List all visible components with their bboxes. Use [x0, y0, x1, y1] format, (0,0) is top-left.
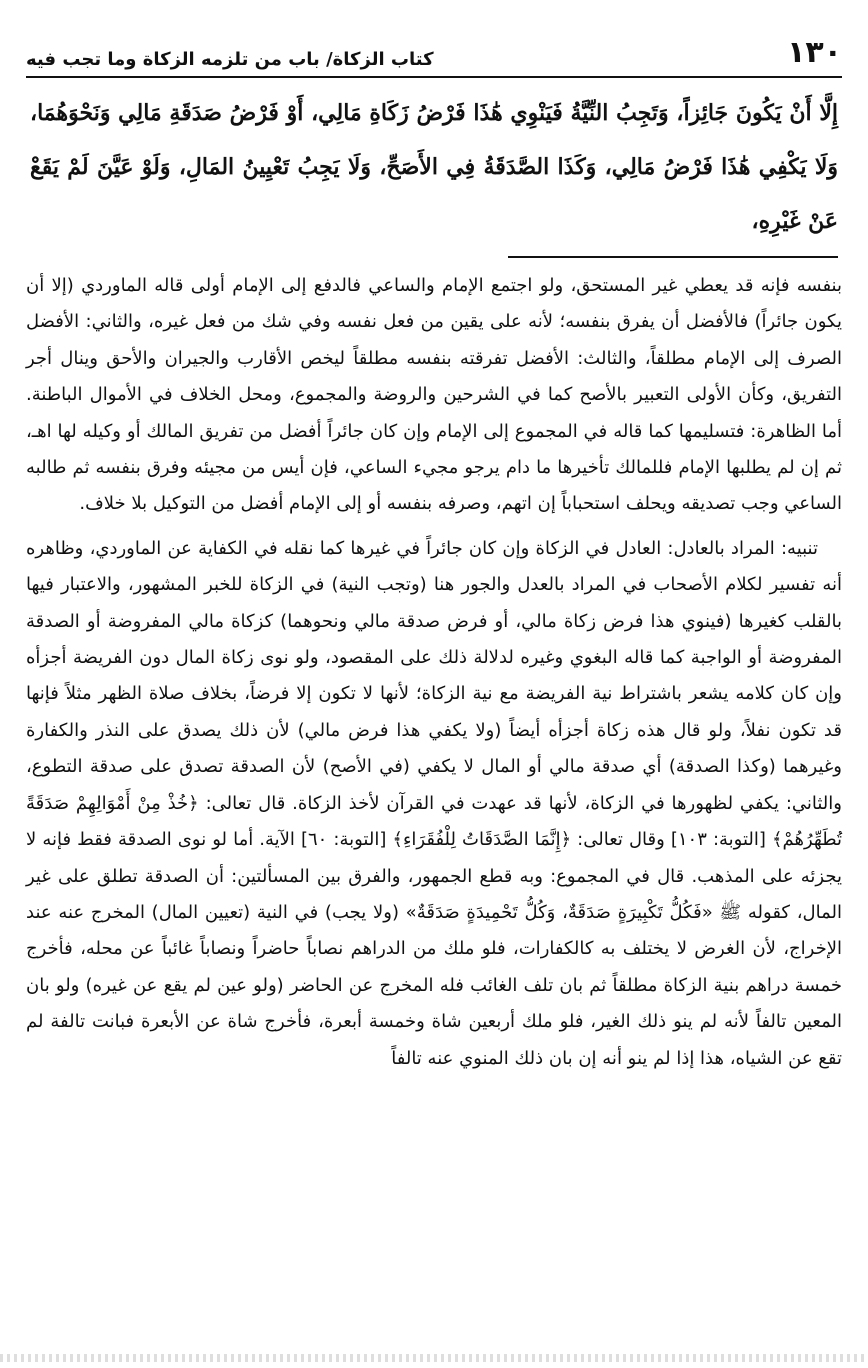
running-title: كتاب الزكاة/ باب من تلزمه الزكاة وما تجب فيه — [26, 49, 434, 70]
commentary-paragraph-2: تنبيه: المراد بالعادل: العادل في الزكاة وإن كان جائراً في غيرها كما نقله في الكفاية عن الماوردي، وظاهره أنه تفسير لكلام الأصحاب في المراد بالعدل والجور هنا (وتجب النية) في الزكاة للخبر المشهور، والاعتبار فيها بالقلب كغيرها (فينوي هذا فرض زكاة مالي، أو فرض صدقة مالي ونحوهما) كزكاة مالي المفروضة أو الصدقة المفروضة أو الواجبة كما قاله البغوي وغيره لدلالة ذلك على المقصود، ولو نوى زكاة المال دون الفريضة أجزأه وإن كان كلامه يشعر باشتراط نية الفريضة مع نية الزكاة؛ لأنها لا تكون إلا فرضاً، بخلاف صلاة الظهر مثلاً فإنها قد تكون نفلاً، ولو قال هذه زكاة أجزأه أيضاً (ولا يكفي هذا فرض مالي) لأن ذلك يصدق على النذر والكفارة وغيرهما (وكذا الصدقة) أي صدقة مالي أو المال لا يكفي (في الأصح) لأن الصدقة تصدق على صدقة التطوع، والثاني: يكفي لظهورها في الزكاة، لأنها قد عهدت في القرآن لأخذ الزكاة. قال تعالى: ﴿خُذْ مِنْ أَمْوَالِهِمْ صَدَقَةً تُطَهِّرُهُمْ﴾ [التوبة: ١٠٣] وقال تعالى: ﴿إِنَّمَا الصَّدَقَاتُ لِلْفُقَرَاءِ﴾ [التوبة: ٦٠] الآية. أما لو نوى الصدقة فقط فإنه لا يجزئه على المذهب. قال في المجموع: وبه قطع الجمهور، والفرق بين المسألتين: أن الصدقة تطلق على غير المال، كقوله ﷺ «فَكُلُّ تَكْبِيرَةٍ صَدَقَةٌ، وَكُلُّ تَحْمِيدَةٍ صَدَقَةٌ» (ولا يجب) في النية (تعيين المال) المخرج عنه عند الإخراج، لأن الغرض لا يختلف به كالكفارات، فلو ملك من الدراهم نصاباً حاضراً ونصاباً غائباً عن محله، فأخرج خمسة دراهم بنية الزكاة مطلقاً ثم بان تلف الغائب فله المخرج عن الحاضر (ولو عين لم يقع عن غيره) ولو بان المعين تالفاً لأنه لم ينو ذلك الغير، فلو ملك أربعين شاة وخمسة أبعرة، فأخرج شاة عن الأبعرة فبانت تالفة لم تقع عن الشياه، هذا إذا لم ينو أنه إن بان ذلك المنوي عنه تالفاً — [26, 537, 842, 1069]
section-divider — [508, 256, 838, 258]
page-bottom-edge — [0, 1354, 868, 1362]
commentary-paragraph-1: بنفسه فإنه قد يعطي غير المستحق، ولو اجتمع الإمام والساعي فالدفع إلى الإمام أولى قاله الماوردي (إلا أن يكون جائراً) فالأفضل أن يفرق بنفسه؛ لأنه على يقين من فعل نفسه وفي شك من فعل غيره، والثاني: الأفضل الصرف إلى الإمام مطلقاً، والثالث: الأفضل تفرقته بنفسه مطلقاً ليخص الأقارب والجيران والأحق وينال أجر التفريق، وكأن الأولى التعبير بالأصح كما في الشرحين والروضة والمجموع، ومحل الخلاف في الأموال الباطنة. أما الظاهرة: فتسليمها كما قاله في المجموع إلى الإمام وإن كان جائراً أفضل من تفريق المالك أو وكيله لها اهـ، ثم إن لم يطلبها الإمام فللمالك تأخيرها ما دام يرجو مجيء الساعي، فإن أيس من مجيئه وفرق بنفسه ثم طالبه الساعي وجب تصديقه ويحلف استحباباً إن اتهم، وصرفه بنفسه أو إلى الإمام أفضل من التوكيل بلا خلاف. — [26, 275, 842, 515]
commentary-text — [26, 268, 842, 1077]
matn-paragraph: إِلَّا أَنْ يَكُونَ جَائِزاً، وَتَجِبُ النِّيَّةُ فَيَنْوِي هَٰذَا فَرْضُ زَكَاةِ مَالِي، أَوْ فَرْضُ صَدَقَةِ مَالِي وَنَحْوَهُمَا، وَلَا يَكْفِي هَٰذَا فَرْضُ مَالِي، وَكَذَا الصَّدَقَةُ فِي الأَصَحِّ، وَلَا يَجِبُ تَعْيِينُ المَالِ، وَلَوْ عَيَّنَ لَمْ يَقَعْ عَنْ غَيْرِهِ، — [30, 100, 838, 234]
matn-text — [30, 86, 838, 248]
page-header — [26, 26, 842, 78]
page-number: ١٣٠ — [787, 35, 842, 70]
